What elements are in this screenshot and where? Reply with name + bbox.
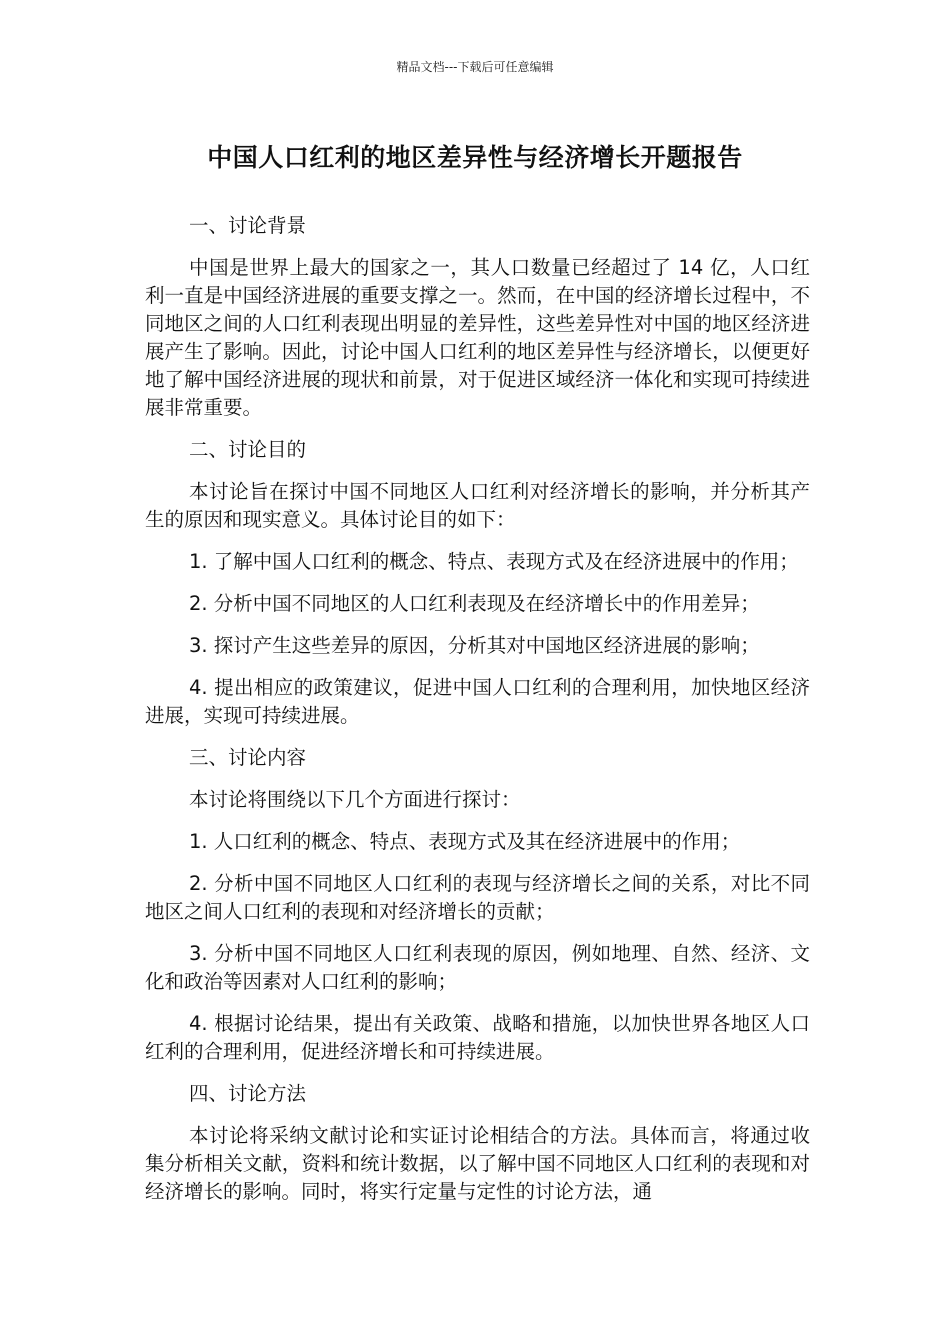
header-note: 精品文档---下载后可任意编辑 bbox=[396, 60, 554, 74]
paragraph: 中国是世界上最大的国家之一，其人口数量已经超过了 14 亿，人口红利一直是中国经济进展的重要支撑之一。然而，在中国的经济增长过程中，不同地区之间的人口红利表现出明显的差异性，这些差异性对中国的地区经济进展产生了影响。因此，讨论中国人口红利的地区差异性与经济增长，以便更好地了解中国经济进展的现状和前景，对于促进区域经济一体化和实现可持续进展非常重要。 bbox=[145, 256, 810, 419]
list-item: 4. 根据讨论结果，提出有关政策、战略和措施，以加快世界各地区人口红利的合理利用，促进经济增长和可持续进展。 bbox=[145, 1012, 810, 1063]
paragraph: 本讨论旨在探讨中国不同地区人口红利对经济增长的影响，并分析其产生的原因和现实意义。具体讨论目的如下： bbox=[145, 480, 810, 531]
paragraph: 本讨论将采纳文献讨论和实证讨论相结合的方法。具体而言，将通过收集分析相关文献，资料和统计数据，以了解中国不同地区人口红利的表现和对经济增长的影响。同时，将实行定量与定性的讨论方法，通 bbox=[145, 1124, 810, 1203]
list-item: 2. 分析中国不同地区人口红利的表现与经济增长之间的关系，对比不同地区之间人口红利的表现和对经济增长的贡献； bbox=[145, 872, 810, 923]
document-title: 中国人口红利的地区差异性与经济增长开题报告 bbox=[207, 143, 743, 172]
section-heading: 三、讨论内容 bbox=[189, 746, 307, 769]
paragraph: 本讨论将围绕以下几个方面进行探讨： bbox=[189, 788, 521, 811]
list-item: 1. 人口红利的概念、特点、表现方式及其在经济进展中的作用； bbox=[189, 830, 741, 853]
section-heading: 二、讨论目的 bbox=[189, 438, 307, 461]
list-item: 3. 分析中国不同地区人口红利表现的原因，例如地理、自然、经济、文化和政治等因素对人口红利的影响； bbox=[145, 942, 810, 993]
list-item: 1. 了解中国人口红利的概念、特点、表现方式及在经济进展中的作用； bbox=[189, 550, 799, 573]
list-item: 2. 分析中国不同地区的人口红利表现及在经济增长中的作用差异； bbox=[189, 592, 760, 615]
section-heading: 四、讨论方法 bbox=[189, 1082, 307, 1105]
section-heading: 一、讨论背景 bbox=[189, 214, 307, 237]
list-item: 4. 提出相应的政策建议，促进中国人口红利的合理利用，加快地区经济进展，实现可持续进展。 bbox=[145, 676, 810, 727]
document-body bbox=[145, 212, 810, 1220]
list-item: 3. 探讨产生这些差异的原因，分析其对中国地区经济进展的影响； bbox=[189, 634, 760, 657]
